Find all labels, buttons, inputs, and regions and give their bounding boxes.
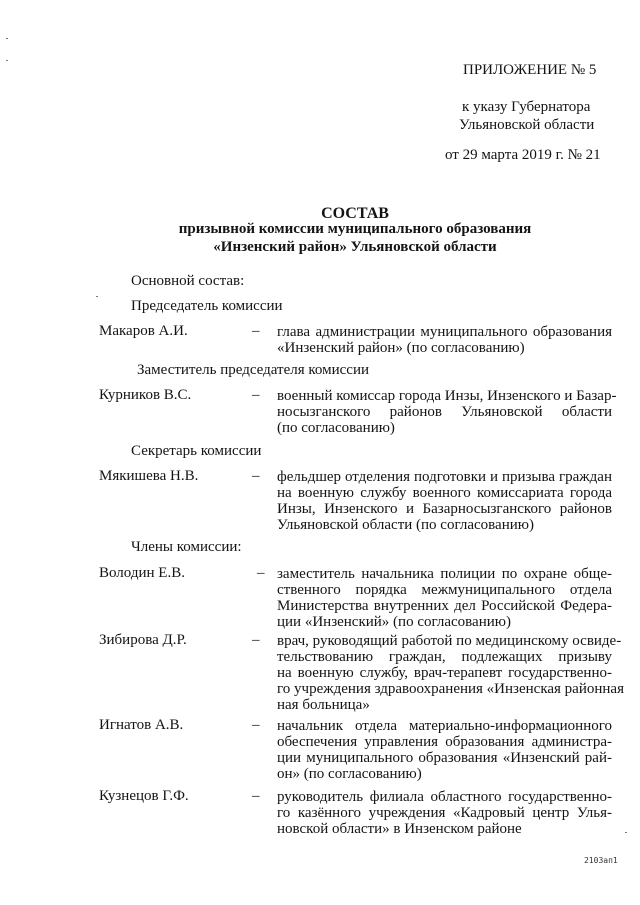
document-code: 2103ап1 — [584, 856, 618, 865]
dash: – — [252, 323, 260, 339]
dash: – — [252, 468, 260, 484]
person-role — [277, 633, 624, 713]
appendix-title: ПРИЛОЖЕНИЕ № 5 — [463, 62, 597, 78]
role-line: ции «Инзенский» (по согласованию) — [277, 614, 511, 630]
document-subtitle-line1: призывной комиссии муниципального образования — [178, 221, 532, 237]
person-role — [277, 469, 612, 533]
role-line: фельдшер отделения подготовки и призыва граждан — [277, 469, 612, 485]
person-role — [277, 324, 612, 356]
role-line: ная больница» — [277, 697, 370, 713]
role-line: тельствованию граждан, подлежащих призыву — [277, 649, 612, 665]
section-main: Основной состав: — [131, 273, 245, 289]
role-line: руководитель филиала областного государственно- — [277, 789, 612, 805]
person-name: Мякишева Н.В. — [99, 468, 199, 484]
role-line: военный комиссар города Инзы, Инзенского и Базар- — [277, 388, 617, 404]
role-line: ции муниципального образования «Инзенский рай- — [277, 750, 612, 766]
role-line: «Инзенский район» (по согласованию) — [277, 340, 525, 356]
role-line: Инзы, Инзенского и Базарносызганского районов — [277, 501, 612, 517]
section-members: Члены комиссии: — [131, 539, 242, 555]
dash: – — [252, 717, 260, 733]
appendix-date: от 29 марта 2019 г. № 21 — [445, 147, 601, 163]
role-line: на военную службу военного комиссариата города — [277, 485, 612, 501]
scan-speck — [6, 60, 8, 61]
role-line: новской области» в Инзенском районе — [277, 821, 522, 837]
role-line: Ульяновской области (по согласованию) — [277, 517, 534, 533]
person-name: Кузнецов Г.Ф. — [99, 788, 189, 804]
scan-speck — [625, 832, 627, 833]
role-line: врач, руководящий работой по медицинскому освиде- — [277, 633, 622, 649]
role-line: начальник отдела материально-информационного — [277, 718, 612, 734]
role-line: го учреждения здравоохранения «Инзенская районная — [277, 681, 624, 697]
person-name: Зибирова Д.Р. — [99, 632, 187, 648]
person-name: Макаров А.И. — [99, 323, 188, 339]
person-name: Володин Е.В. — [99, 565, 185, 581]
appendix-decree-line: к указу Губернатора — [462, 99, 591, 115]
role-line: на военную службу, врач-терапевт государственно- — [277, 665, 612, 681]
role-line: Министерства внутренних дел Российской Федера- — [277, 598, 612, 614]
person-name: Курников В.С. — [99, 387, 192, 403]
dash: – — [252, 632, 260, 648]
person-role — [277, 718, 612, 782]
document-title: СОСТАВ — [321, 205, 389, 222]
person-role — [277, 789, 612, 837]
dash: – — [252, 387, 260, 403]
scan-speck — [6, 38, 8, 39]
role-line: ственного порядка межмуниципального отдела — [277, 582, 612, 598]
role-line: обеспечения управления образования администра- — [277, 734, 612, 750]
role-line: заместитель начальника полиции по охране обще- — [277, 566, 612, 582]
role-line: он» (по согласованию) — [277, 766, 422, 782]
scan-speck — [96, 296, 98, 297]
role-line: го казённого учреждения «Кадровый центр Улья- — [277, 805, 612, 821]
section-secretary: Секретарь комиссии — [131, 443, 262, 459]
person-role — [277, 388, 617, 436]
section-chair: Председатель комиссии — [131, 298, 283, 314]
role-line: (по согласованию) — [277, 420, 395, 436]
role-line: глава администрации муниципального образования — [277, 324, 612, 340]
person-name: Игнатов А.В. — [99, 717, 184, 733]
role-line: носызганского районов Ульяновской области — [277, 404, 612, 420]
dash: – — [257, 565, 265, 581]
appendix-region-line: Ульяновской области — [459, 117, 595, 133]
person-role — [277, 566, 612, 630]
section-deputy: Заместитель председателя комиссии — [137, 362, 370, 378]
document-subtitle-line2: «Инзенский район» Ульяновской области — [213, 239, 497, 255]
dash: – — [252, 788, 260, 804]
